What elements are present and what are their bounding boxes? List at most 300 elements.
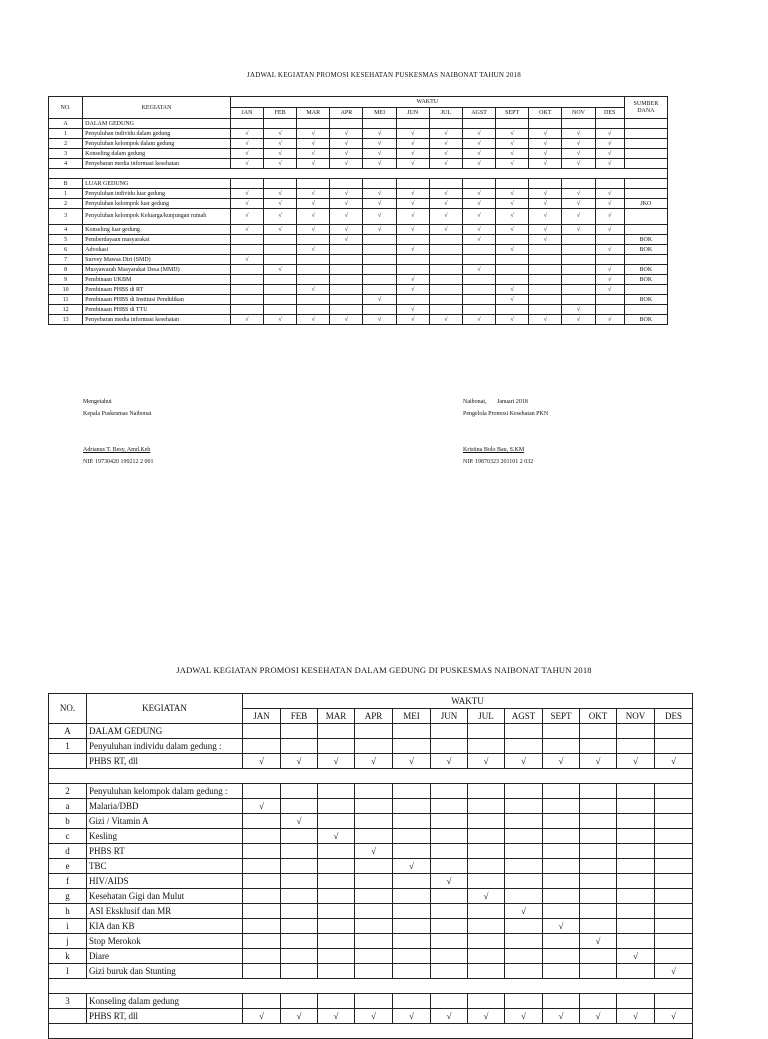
month-cell-jun: [396, 285, 429, 295]
check-mark: √: [409, 755, 414, 766]
header-waktu: WAKTU: [243, 694, 693, 709]
month-cell-feb: [264, 275, 297, 285]
month-cell-okt: [580, 844, 617, 859]
month-cell-apr: [330, 129, 363, 139]
month-cell-jun: [396, 149, 429, 159]
month-cell-sept: [496, 245, 529, 255]
month-cell-sept: [496, 235, 529, 245]
month-cell-feb: [264, 305, 297, 315]
month-cell-feb: [281, 889, 318, 904]
month-cell-des: [595, 119, 624, 129]
month-cell-jun: [396, 129, 429, 139]
row-number: g: [49, 889, 87, 904]
month-cell-apr: [330, 225, 363, 235]
month-cell-jun: [431, 724, 468, 739]
activity-name: PHBS RT, dll: [87, 1009, 243, 1024]
month-cell-jun: [396, 255, 429, 265]
month-cell-mei: [393, 889, 431, 904]
month-cell-agst: [505, 784, 543, 799]
check-mark: √: [608, 246, 612, 253]
month-cell-agst: [505, 814, 543, 829]
check-mark: √: [245, 140, 249, 147]
month-cell-jun: [396, 265, 429, 275]
row-number: i: [49, 919, 87, 934]
month-cell-des: [595, 129, 624, 139]
check-mark: √: [446, 875, 452, 886]
month-cell-sept: [543, 859, 580, 874]
month-cell-feb: [264, 129, 297, 139]
month-cell-nov: [617, 799, 655, 814]
month-cell-apr: [355, 844, 393, 859]
month-header-jun: JUN: [396, 108, 429, 119]
month-cell-apr: [330, 305, 363, 315]
activity-name: Pembinaan PHBS di TTU: [83, 305, 231, 315]
row-number: [49, 1009, 87, 1024]
check-mark: √: [377, 140, 382, 147]
check-mark: √: [510, 200, 514, 207]
activity-name: Penyuluhan individu luar gedung: [83, 189, 231, 199]
month-cell-jan: [230, 199, 263, 209]
check-mark: √: [377, 226, 382, 233]
month-cell-jan: [243, 844, 281, 859]
place-date: Naibonat, Januari 2018: [463, 399, 528, 405]
check-mark: √: [576, 140, 581, 147]
month-cell-jul: [468, 859, 505, 874]
check-mark: √: [409, 860, 414, 871]
table-row: [49, 119, 668, 129]
month-cell-jan: [230, 275, 263, 285]
funding-source: BOK: [624, 315, 667, 325]
month-header-jul: JUL: [468, 709, 505, 724]
month-cell-mar: [318, 724, 355, 739]
month-cell-sept: [496, 189, 529, 199]
month-cell-feb: [264, 149, 297, 159]
month-cell-mar: [297, 129, 330, 139]
month-cell-apr: [355, 799, 393, 814]
row-number: B: [49, 179, 83, 189]
month-cell-jan: [243, 739, 281, 754]
check-mark: √: [576, 150, 581, 157]
month-cell-sept: [543, 919, 580, 934]
check-mark: √: [344, 130, 349, 137]
month-cell-sept: [496, 265, 529, 275]
row-number: 4: [49, 159, 83, 169]
month-cell-okt: [580, 949, 617, 964]
month-cell-feb: [264, 225, 297, 235]
check-mark: √: [411, 140, 415, 147]
month-cell-nov: [562, 255, 595, 265]
month-cell-des: [595, 209, 624, 225]
check-mark: √: [411, 190, 415, 197]
check-mark: √: [296, 815, 302, 826]
table-row: [49, 724, 693, 739]
row-number: a: [49, 799, 87, 814]
month-cell-jun: [396, 209, 429, 225]
month-cell-nov: [617, 1009, 655, 1024]
month-cell-sept: [496, 225, 529, 235]
month-cell-des: [595, 139, 624, 149]
month-cell-mar: [297, 305, 330, 315]
month-cell-des: [595, 255, 624, 265]
month-cell-sept: [496, 129, 529, 139]
month-cell-feb: [264, 315, 297, 325]
check-mark: √: [521, 905, 526, 916]
month-cell-okt: [529, 305, 562, 315]
check-mark: √: [608, 140, 612, 147]
month-cell-feb: [264, 285, 297, 295]
month-cell-agst: [462, 209, 495, 225]
month-cell-apr: [330, 235, 363, 245]
month-cell-feb: [281, 904, 318, 919]
month-cell-agst: [462, 189, 495, 199]
row-number: 12: [49, 305, 83, 315]
month-cell-jun: [431, 844, 468, 859]
month-cell-feb: [281, 964, 318, 979]
month-header-jan: JAN: [243, 709, 281, 724]
table-row: [49, 994, 693, 1009]
month-cell-mei: [393, 949, 431, 964]
table-row: [49, 754, 693, 769]
month-cell-jul: [468, 754, 505, 769]
funding-source: BOK: [624, 245, 667, 255]
month-cell-okt: [580, 889, 617, 904]
manager-name: Kristina Bolo Bau, S.KM: [463, 447, 525, 453]
activity-name: Penyuluhan individu dalam gedung: [83, 129, 231, 139]
check-mark: √: [411, 306, 415, 313]
check-mark: √: [477, 213, 481, 219]
check-mark: √: [633, 1010, 638, 1021]
month-cell-jul: [429, 199, 462, 209]
month-cell-des: [655, 964, 693, 979]
check-mark: √: [608, 276, 612, 283]
month-cell-apr: [355, 814, 393, 829]
month-cell-jun: [396, 305, 429, 315]
check-mark: √: [608, 130, 612, 137]
month-cell-mar: [318, 1009, 355, 1024]
row-number: b: [49, 814, 87, 829]
check-mark: √: [477, 236, 481, 243]
month-cell-jun: [431, 904, 468, 919]
check-mark: √: [576, 306, 581, 313]
month-cell-agst: [505, 874, 543, 889]
activity-name: Konseling dalam gedung: [83, 149, 231, 159]
month-cell-mei: [393, 1009, 431, 1024]
check-mark: √: [543, 140, 547, 147]
month-cell-agst: [462, 119, 495, 129]
table-row: [49, 179, 668, 189]
check-mark: √: [278, 140, 282, 147]
funding-source: [624, 285, 667, 295]
month-cell-jun: [431, 919, 468, 934]
month-cell-agst: [505, 739, 543, 754]
month-cell-okt: [580, 904, 617, 919]
month-cell-des: [595, 295, 624, 305]
month-cell-jan: [243, 904, 281, 919]
table-row: [49, 209, 668, 225]
check-mark: √: [259, 800, 264, 811]
month-cell-jul: [468, 964, 505, 979]
header-kegiatan: KEGIATAN: [87, 694, 243, 724]
month-cell-mar: [297, 285, 330, 295]
activity-name: Diare: [87, 949, 243, 964]
table-row: [49, 784, 693, 799]
check-mark: √: [296, 755, 302, 766]
month-cell-des: [655, 949, 693, 964]
month-cell-apr: [330, 139, 363, 149]
activity-name: Penyuluhan kelompok luar gedung: [83, 199, 231, 209]
month-cell-agst: [462, 265, 495, 275]
check-mark: √: [311, 246, 315, 253]
month-cell-jul: [468, 844, 505, 859]
check-mark: √: [444, 140, 448, 147]
month-cell-des: [655, 919, 693, 934]
month-header-mar: MAR: [318, 709, 355, 724]
month-cell-jun: [396, 275, 429, 285]
header-sumber-dana: SUMBER DANA: [624, 97, 667, 119]
row-number: l: [49, 964, 87, 979]
month-cell-nov: [562, 119, 595, 129]
month-cell-jun: [396, 245, 429, 255]
month-cell-jan: [243, 934, 281, 949]
row-number: h: [49, 904, 87, 919]
month-cell-jun: [431, 814, 468, 829]
month-cell-jul: [429, 189, 462, 199]
month-cell-jun: [431, 994, 468, 1009]
month-cell-nov: [562, 199, 595, 209]
month-cell-jun: [431, 754, 468, 769]
row-number: 1: [49, 739, 87, 754]
check-mark: √: [477, 150, 481, 157]
activity-name: Penyebaran media informasi kesehatan: [83, 315, 231, 325]
month-cell-nov: [562, 149, 595, 159]
signature-right: [463, 396, 548, 468]
month-cell-sept: [543, 994, 580, 1009]
table-row: [49, 255, 668, 265]
check-mark: √: [558, 920, 564, 931]
check-mark: √: [409, 1010, 414, 1021]
month-cell-apr: [355, 739, 393, 754]
month-cell-nov: [617, 949, 655, 964]
table-row: [49, 889, 693, 904]
month-cell-agst: [505, 964, 543, 979]
row-number: 3: [49, 149, 83, 159]
month-cell-nov: [562, 209, 595, 225]
header-no: NO.: [49, 694, 87, 724]
month-cell-nov: [562, 189, 595, 199]
row-number: 1: [49, 189, 83, 199]
month-cell-mar: [297, 265, 330, 275]
month-cell-feb: [281, 919, 318, 934]
month-cell-feb: [264, 209, 297, 225]
month-cell-agst: [462, 255, 495, 265]
month-cell-jul: [468, 934, 505, 949]
month-cell-jun: [396, 315, 429, 325]
month-cell-okt: [529, 179, 562, 189]
month-cell-feb: [264, 199, 297, 209]
month-cell-okt: [529, 295, 562, 305]
month-cell-nov: [617, 754, 655, 769]
month-cell-jan: [243, 754, 281, 769]
month-cell-jan: [230, 149, 263, 159]
month-cell-jan: [230, 285, 263, 295]
month-cell-apr: [355, 874, 393, 889]
check-mark: √: [411, 130, 415, 137]
check-mark: √: [245, 190, 249, 197]
month-cell-feb: [281, 799, 318, 814]
month-cell-jun: [396, 295, 429, 305]
month-cell-mar: [318, 874, 355, 889]
funding-source: [624, 305, 667, 315]
month-cell-apr: [355, 904, 393, 919]
month-cell-jan: [230, 305, 263, 315]
month-cell-mei: [363, 315, 396, 325]
month-cell-feb: [264, 189, 297, 199]
check-mark: √: [371, 755, 376, 766]
check-mark: √: [510, 246, 514, 253]
month-cell-apr: [355, 919, 393, 934]
month-cell-apr: [355, 964, 393, 979]
month-cell-nov: [562, 159, 595, 169]
activity-name: Stop Merokok: [87, 934, 243, 949]
check-mark: √: [576, 160, 581, 167]
month-cell-des: [655, 889, 693, 904]
check-mark: √: [543, 213, 547, 219]
row-number: 4: [49, 225, 83, 235]
check-mark: √: [446, 1010, 452, 1021]
check-mark: √: [477, 140, 481, 147]
month-cell-jan: [243, 859, 281, 874]
month-cell-okt: [580, 784, 617, 799]
month-cell-mar: [318, 784, 355, 799]
check-mark: √: [608, 266, 612, 273]
month-cell-agst: [505, 844, 543, 859]
check-mark: √: [477, 200, 481, 207]
check-mark: √: [608, 160, 612, 167]
check-mark: √: [333, 830, 339, 841]
month-header-sept: SEPT: [496, 108, 529, 119]
month-cell-apr: [330, 199, 363, 209]
month-cell-okt: [580, 1009, 617, 1024]
check-mark: √: [633, 755, 638, 766]
month-cell-mei: [363, 255, 396, 265]
month-cell-jan: [243, 814, 281, 829]
check-mark: √: [477, 226, 481, 233]
check-mark: √: [576, 190, 581, 197]
month-cell-jan: [230, 315, 263, 325]
month-cell-jan: [243, 994, 281, 1009]
check-mark: √: [311, 150, 315, 157]
check-mark: √: [444, 213, 448, 219]
check-mark: √: [377, 296, 382, 303]
month-cell-des: [595, 235, 624, 245]
month-cell-mei: [363, 129, 396, 139]
month-cell-okt: [580, 874, 617, 889]
month-cell-agst: [462, 245, 495, 255]
funding-source: JKO: [624, 199, 667, 209]
table-row: [49, 949, 693, 964]
head-title: Kepala Puskesmas Naibonat: [83, 411, 152, 417]
month-cell-jun: [396, 159, 429, 169]
check-mark: √: [278, 130, 282, 137]
check-mark: √: [411, 246, 415, 253]
month-cell-jan: [230, 245, 263, 255]
month-header-okt: OKT: [580, 709, 617, 724]
month-cell-mar: [318, 739, 355, 754]
month-cell-sept: [543, 1009, 580, 1024]
activity-name: Advokasi: [83, 245, 231, 255]
check-mark: √: [521, 755, 526, 766]
month-cell-mei: [393, 784, 431, 799]
month-cell-mei: [363, 275, 396, 285]
month-cell-nov: [617, 904, 655, 919]
month-cell-jul: [429, 245, 462, 255]
row-number: 9: [49, 275, 83, 285]
funding-source: [624, 209, 667, 225]
funding-source: BOK: [624, 295, 667, 305]
month-cell-feb: [264, 139, 297, 149]
month-cell-nov: [562, 179, 595, 189]
month-cell-jan: [243, 799, 281, 814]
month-cell-jan: [243, 949, 281, 964]
header-waktu: WAKTU: [230, 97, 624, 108]
month-cell-apr: [355, 934, 393, 949]
month-cell-jul: [429, 285, 462, 295]
month-cell-okt: [580, 724, 617, 739]
month-cell-nov: [562, 139, 595, 149]
check-mark: √: [595, 755, 601, 766]
funding-source: BOK: [624, 235, 667, 245]
month-cell-des: [655, 799, 693, 814]
blank-row-cell: [49, 979, 693, 994]
month-cell-mei: [393, 739, 431, 754]
month-cell-mei: [363, 159, 396, 169]
activity-name: Penyebaran media informasi kesehatan: [83, 159, 231, 169]
month-cell-des: [595, 199, 624, 209]
check-mark: √: [377, 160, 382, 167]
check-mark: √: [543, 190, 547, 197]
table-row: [49, 245, 668, 255]
month-cell-mei: [363, 295, 396, 305]
month-header-mei: MEI: [363, 108, 396, 119]
check-mark: √: [510, 296, 514, 303]
check-mark: √: [245, 130, 249, 137]
activity-name: Konseling luar gedung: [83, 225, 231, 235]
check-mark: √: [278, 160, 282, 167]
promotion-schedule-table: [48, 96, 668, 325]
month-cell-jun: [431, 859, 468, 874]
month-cell-agst: [462, 295, 495, 305]
month-cell-des: [655, 904, 693, 919]
month-cell-sept: [543, 949, 580, 964]
month-cell-nov: [562, 305, 595, 315]
month-cell-jun: [431, 799, 468, 814]
table-row: [49, 934, 693, 949]
activity-name: PHBS RT: [87, 844, 243, 859]
month-cell-apr: [330, 179, 363, 189]
check-mark: √: [444, 150, 448, 157]
check-mark: √: [245, 256, 249, 263]
month-cell-des: [655, 739, 693, 754]
check-mark: √: [245, 213, 249, 219]
check-mark: √: [278, 150, 282, 157]
table-row: [49, 315, 668, 325]
check-mark: √: [633, 950, 638, 961]
month-cell-nov: [617, 889, 655, 904]
check-mark: √: [377, 200, 382, 207]
month-cell-jul: [429, 295, 462, 305]
check-mark: √: [411, 226, 415, 233]
check-mark: √: [558, 755, 564, 766]
